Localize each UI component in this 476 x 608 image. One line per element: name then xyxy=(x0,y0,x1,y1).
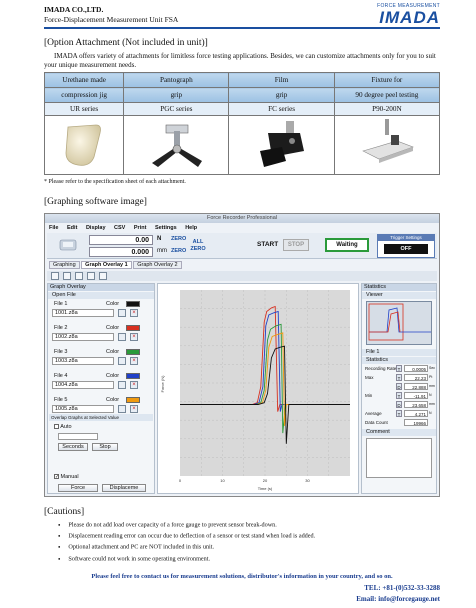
force-mode-button[interactable]: Force xyxy=(58,484,98,492)
menu-bar xyxy=(49,224,197,232)
att-name-4b: 90 degree peel testing xyxy=(334,88,439,103)
pantograph-grip-image xyxy=(124,116,229,175)
menu-display[interactable]: Display xyxy=(85,225,106,231)
att-name-2a: Pantograph xyxy=(124,73,229,88)
peel-fixture-image xyxy=(334,116,439,175)
stat-code: T xyxy=(397,394,401,399)
window-titlebar xyxy=(45,214,439,223)
clear-icon[interactable]: × xyxy=(130,333,138,341)
browse-icon[interactable] xyxy=(118,309,126,317)
seconds-input[interactable] xyxy=(58,433,98,440)
statistics-panel-title: Statistics xyxy=(362,284,436,291)
graph-toolbar xyxy=(47,271,437,281)
film-grip-image xyxy=(229,116,334,175)
x-tick-labels xyxy=(179,478,311,483)
stat-row xyxy=(364,392,434,400)
manual-checkbox[interactable]: ✓ xyxy=(55,474,60,480)
file-label: File 4 xyxy=(54,373,68,379)
stat-label: Recording Rate xyxy=(365,366,397,371)
tab-graph-overlay-1[interactable]: Graph Overlay 1 xyxy=(81,261,132,269)
comment-header: Comment xyxy=(362,429,436,436)
file-label: File 1 xyxy=(54,301,68,307)
att-series-1: UR series xyxy=(45,103,124,116)
clear-icon[interactable]: × xyxy=(130,309,138,317)
auto-checkbox[interactable] xyxy=(54,424,59,429)
menu-csv[interactable]: CSV xyxy=(114,225,126,231)
pan-icon[interactable] xyxy=(87,272,95,280)
caution-item: ● Optional attachment and PC are NOT included in this unit. xyxy=(58,542,315,553)
color-label: Color xyxy=(106,373,120,379)
y-axis-label: Force (N) xyxy=(160,375,165,393)
clear-icon[interactable]: × xyxy=(130,381,138,389)
menu-help[interactable]: Help xyxy=(185,225,198,231)
caution-item: ● Software could not work in some operating environment. xyxy=(58,554,315,565)
stat-code: D xyxy=(397,385,401,390)
stat-label: Data Count xyxy=(365,420,388,425)
stat-row xyxy=(364,365,434,373)
tab-graphing[interactable]: Graphing xyxy=(49,261,80,269)
stat-value: 23.658 xyxy=(404,401,428,408)
option-intro: IMADA offers variety of attachments for limitless force testing applications. Besides, we can customize attachments only for you to suit your unique measurement needs. xyxy=(44,52,436,69)
file-name-field[interactable]: 1002.z8a xyxy=(52,333,114,341)
att-name-1b: compression jig xyxy=(45,88,124,103)
color-swatch[interactable] xyxy=(126,301,140,307)
cautions-title: [Cautions] xyxy=(44,507,85,517)
stat-label: Min xyxy=(365,393,373,398)
file-name-field[interactable]: 1004.z8a xyxy=(52,381,114,389)
email-address: Email: info@forcegauge.net xyxy=(356,595,440,603)
att-series-4: P90-200N xyxy=(334,103,439,116)
viewer-thumbnail xyxy=(366,301,432,345)
att-series-2: PGC series xyxy=(124,103,229,116)
print-icon[interactable] xyxy=(99,272,107,280)
stat-value: 0.0005 xyxy=(404,365,428,372)
stat-unit: N xyxy=(429,411,432,415)
overlay-panel xyxy=(47,283,155,494)
overlay-panel-title: Graph Overlay xyxy=(48,284,154,291)
stat-row xyxy=(364,383,434,391)
x-tick-label: 0 xyxy=(178,478,182,483)
stat-code: T xyxy=(397,412,401,417)
phone-number: TEL: +81-(0)532-33-3288 xyxy=(364,584,440,592)
manual-option[interactable] xyxy=(54,474,79,480)
stats-list xyxy=(362,365,436,427)
att-name-3b: grip xyxy=(229,88,334,103)
menu-print[interactable]: Print xyxy=(133,225,147,231)
stat-value: -11.91 xyxy=(404,392,428,399)
browse-icon[interactable] xyxy=(118,381,126,389)
file-label: File 2 xyxy=(54,325,68,331)
displacement-unit: mm xyxy=(157,248,167,254)
stat-row xyxy=(364,401,434,409)
stop-button[interactable]: STOP xyxy=(283,239,309,251)
clear-icon[interactable]: × xyxy=(130,357,138,365)
browse-icon[interactable] xyxy=(118,405,126,413)
color-swatch[interactable] xyxy=(126,349,140,355)
file-label: File 5 xyxy=(54,397,68,403)
x-axis-label: Time (s) xyxy=(257,486,273,491)
file-name-field[interactable]: 1005.z8a xyxy=(52,405,114,413)
statistics-header: Statistics xyxy=(362,357,436,364)
tab-bar xyxy=(49,261,182,269)
color-label: Color xyxy=(106,301,120,307)
trigger-off-button[interactable]: OFF xyxy=(384,244,428,254)
color-label: Color xyxy=(106,349,120,355)
stat-unit: N xyxy=(429,393,432,397)
header-rule xyxy=(44,27,440,29)
file-name-field[interactable]: 1001.z8a xyxy=(52,309,114,317)
tab-graph-overlay-2[interactable]: Graph Overlay 2 xyxy=(133,261,181,269)
all-zero-button[interactable]: ALL ZERO xyxy=(190,239,206,252)
open-icon[interactable] xyxy=(51,272,59,280)
att-series-3: FC series xyxy=(229,103,334,116)
x-tick-label: 30 xyxy=(305,478,310,483)
color-swatch[interactable] xyxy=(126,397,140,403)
color-swatch[interactable] xyxy=(126,325,140,331)
zoom-icon[interactable] xyxy=(63,272,71,280)
stat-row xyxy=(364,374,434,382)
cautions-list xyxy=(58,520,315,565)
file-row xyxy=(50,373,152,395)
auto-option[interactable] xyxy=(54,424,72,430)
trigger-title: Trigger Settings xyxy=(378,235,434,241)
chart-panel xyxy=(157,283,359,494)
contact-line: Please feel free to contact us for measurement solutions, distributor's information in your country, and so on. xyxy=(91,573,393,580)
file-row xyxy=(50,349,152,371)
status-indicator: Waiting xyxy=(325,238,369,252)
stat-row xyxy=(364,419,434,427)
open-file-header: Open File xyxy=(48,292,154,299)
x-tick-label: 10 xyxy=(220,478,225,483)
browse-icon[interactable] xyxy=(118,333,126,341)
graph-section-title: [Graphing software image] xyxy=(44,197,147,207)
logo-tagline: FORCE MEASUREMENT xyxy=(377,3,440,9)
urethane-jig-image xyxy=(45,116,124,175)
option-section-title: [Option Attachment (Not included in unit)] xyxy=(44,38,208,48)
caution-item: ● Displacement reading error can occur due to deflection of a sensor or test stand when load is added. xyxy=(58,531,315,542)
viewer-header: Viewer xyxy=(362,292,436,299)
stat-code: T xyxy=(397,376,401,381)
force-readout: 0.00 xyxy=(89,235,153,245)
menu-file[interactable]: File xyxy=(49,225,59,231)
stat-value: 4.271 xyxy=(404,410,428,417)
file-header: File 1 xyxy=(362,349,436,356)
stat-unit: mm xyxy=(429,402,435,406)
document-subtitle: Force-Displacement Measurement Unit FSA xyxy=(44,15,179,24)
displacement-readout: 0.000 xyxy=(89,247,153,257)
stat-label: Max xyxy=(365,375,374,380)
manual-label: Manual xyxy=(60,474,79,480)
color-swatch[interactable] xyxy=(126,373,140,379)
stat-unit: Sec xyxy=(429,366,436,370)
file-name-field[interactable]: 1003.z8a xyxy=(52,357,114,365)
att-name-3a: Film xyxy=(229,73,334,88)
att-name-4a: Fixture for xyxy=(334,73,439,88)
statistics-panel xyxy=(361,283,437,494)
clear-icon[interactable]: × xyxy=(130,405,138,413)
start-button[interactable]: START xyxy=(257,241,279,248)
stat-value: 19966 xyxy=(404,419,428,426)
stat-code: T xyxy=(397,367,401,372)
attachment-table xyxy=(44,72,440,175)
imada-logo xyxy=(366,3,440,26)
attachment-footnote: * Please refer to the specification sheet of each attachment. xyxy=(44,179,186,185)
menu-edit[interactable]: Edit xyxy=(67,225,78,231)
force-unit: N xyxy=(157,236,162,242)
menu-settings[interactable]: Settings xyxy=(154,225,177,231)
stat-code: D xyxy=(397,403,401,408)
software-window xyxy=(44,213,440,497)
company-name: IMADA CO.,LTD. xyxy=(44,5,104,14)
att-name-2b: grip xyxy=(124,88,229,103)
x-tick-label: 20 xyxy=(262,478,268,483)
stat-row xyxy=(364,410,434,418)
att-name-1a: Urethane made xyxy=(45,73,124,88)
device-icon xyxy=(59,238,77,252)
overlap-header: Overlap Graphs at Selected Value xyxy=(49,414,153,421)
zero-force-button[interactable]: ZERO xyxy=(171,236,187,242)
logo-text: IMADA xyxy=(379,8,440,27)
file-row xyxy=(50,325,152,347)
file-row xyxy=(50,301,152,323)
file-label: File 3 xyxy=(54,349,68,355)
displacement-mode-button[interactable]: Displaceme xyxy=(102,484,146,492)
cursor-icon[interactable] xyxy=(75,272,83,280)
seconds-button[interactable]: Seconds xyxy=(58,443,88,451)
toolbar xyxy=(47,233,437,259)
stat-unit: mm xyxy=(429,384,435,388)
stat-value: 22.888 xyxy=(404,383,428,390)
caution-item: ● Please do not add load over capacity of a force gauge to prevent sensor break-down. xyxy=(58,520,315,531)
comment-box[interactable] xyxy=(366,438,432,478)
zero-displacement-button[interactable]: ZERO xyxy=(171,248,187,254)
stat-label: Average xyxy=(365,411,382,416)
color-label: Color xyxy=(106,397,120,403)
auto-label: Auto xyxy=(60,424,72,430)
overlay-chart xyxy=(158,284,358,493)
color-label: Color xyxy=(106,325,120,331)
stat-value: 22.23 xyxy=(404,374,428,381)
stat-unit: Pt xyxy=(429,375,433,379)
trigger-panel xyxy=(377,234,435,258)
stop-overlay-button[interactable]: Stop xyxy=(92,443,118,451)
browse-icon[interactable] xyxy=(118,357,126,365)
window-title: Force Recorder Professional xyxy=(206,215,277,221)
file-list xyxy=(48,301,154,419)
